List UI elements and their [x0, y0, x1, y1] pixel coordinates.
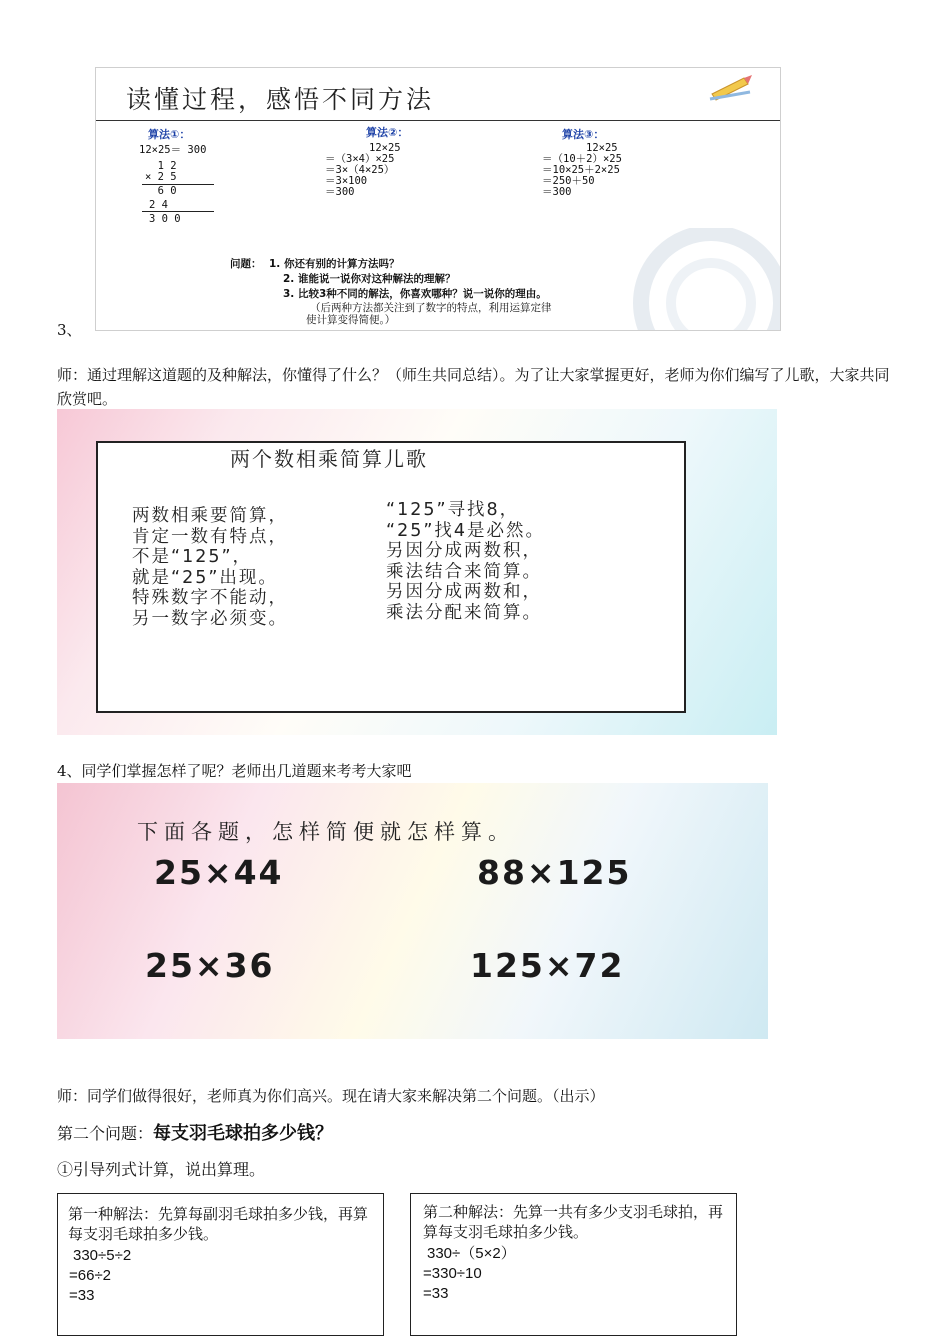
solution-2-step: =330÷10	[423, 1265, 482, 1282]
method-1-heading: 算法①：	[148, 128, 191, 141]
slide-song	[57, 409, 777, 735]
method-2-line: ＝3×（4×25）	[325, 164, 395, 176]
second-problem-label: 第二个问题：	[57, 1124, 154, 1143]
solution-2-step: =33	[423, 1285, 449, 1302]
question-3: 3. 比较3种不同的解法，你喜欢哪种？说一说你的理由。	[283, 288, 547, 300]
song-line: 另一数字必须变。	[132, 608, 288, 629]
exercise-title: 下面各题，怎样简便就怎样算。	[137, 820, 515, 844]
item-3-label: 3、	[57, 321, 82, 339]
song-line: 就是“25”出现。	[132, 567, 278, 588]
solution-2-description: 第二种解法：先算一共有多少支羽毛球拍，再算每支羽毛球拍多少钱。	[423, 1203, 724, 1241]
exercise-problem: 88×125	[477, 853, 632, 892]
song-line: 肯定一数有特点，	[132, 526, 288, 547]
song-line: 另因分成两数积，	[386, 541, 542, 561]
song-right-column	[386, 500, 545, 623]
slide-exercises	[57, 783, 768, 1039]
question-1: 1. 你还有别的计算方法吗？	[269, 258, 400, 270]
teacher-paragraph-2: 师：同学们做得很好，老师真为你们高兴。现在请大家来解决第二个问题。（出示）	[57, 1087, 605, 1105]
method-1-row: 6 0	[145, 185, 177, 197]
solution-2-step: 330÷（5×2）	[427, 1245, 516, 1262]
slide-title: 读懂过程，感悟不同方法	[126, 85, 435, 114]
song-line: 另因分成两数和，	[386, 582, 542, 602]
method-3-line: ＝10×25＋2×25	[542, 164, 620, 176]
method-2-line: ＝300	[325, 186, 355, 198]
pencil-decoration-icon	[704, 72, 754, 102]
second-problem	[57, 1121, 333, 1147]
method-2-line: ＝3×100	[325, 175, 368, 187]
method-3-heading: 算法③：	[562, 128, 605, 141]
song-line: “125”寻找8，	[386, 500, 520, 520]
solution-1-step: =66÷2	[69, 1267, 112, 1284]
song-line: “25”找4是必然。	[386, 520, 546, 541]
method-1-equation: 12×25＝ 300	[139, 144, 207, 156]
method-3-line: ＝250＋50	[542, 175, 595, 187]
exercise-problem: 125×72	[470, 946, 625, 985]
method-1-row: × 2 5	[145, 171, 177, 183]
teacher-paragraph-1: 师：通过理解这道题的及种解法，你懂得了什么？（师生共同总结）。为了让大家掌握更好，老师为你们编写了儿歌，大家共同欣赏吧。	[57, 366, 890, 408]
note-line: 使计算变得简便。）	[306, 314, 396, 326]
solution-box-2	[410, 1193, 737, 1336]
song-line: 特殊数字不能动，	[132, 588, 288, 608]
song-box	[96, 441, 686, 713]
method-2-heading: 算法②：	[366, 126, 409, 139]
solution-1-description: 第一种解法：先算每副羽毛球拍多少钱，再算每支羽毛球拍多少钱。	[68, 1205, 369, 1243]
method-1-row: 1 2	[145, 160, 177, 172]
method-1-row: 3 0 0	[149, 213, 181, 225]
method-2-line: 12×25	[369, 142, 401, 154]
solution-box-1	[57, 1193, 384, 1336]
guide-text: ①引导列式计算，说出算理。	[57, 1160, 266, 1179]
solution-1-step: =33	[69, 1287, 95, 1304]
song-line: 乘法结合来简算。	[386, 561, 542, 582]
watermark-swirl-icon	[616, 228, 781, 331]
solution-1-step: 330÷5÷2	[73, 1247, 132, 1264]
question-2: 2. 谁能说一说你对这种解法的理解？	[283, 273, 456, 285]
song-title: 两个数相乘简算儿歌	[230, 447, 428, 471]
song-line: 乘法分配来简算。	[386, 602, 542, 623]
song-left-column	[132, 506, 288, 629]
method-3-line: ＝300	[542, 186, 572, 198]
exercise-problem: 25×36	[145, 946, 275, 985]
second-problem-question: 每支羽毛球拍多少钱？	[153, 1123, 334, 1144]
item-4-text: 4、同学们掌握怎样了呢？老师出几道题来考考大家吧	[57, 762, 412, 780]
vertical-line	[142, 211, 214, 212]
song-line: 两数相乘要简算，	[132, 506, 288, 526]
exercise-problem: 25×44	[154, 853, 284, 892]
song-line: 不是“125”，	[132, 547, 253, 567]
note-line: （后两种方法都关注到了数字的特点，利用运算定律	[310, 302, 552, 314]
method-1-row: 2 4	[149, 199, 168, 211]
method-2-line: ＝（3×4）×25	[325, 153, 395, 165]
method-3-line: 12×25	[586, 142, 618, 154]
slide-methods	[95, 67, 781, 331]
method-3-line: ＝（10＋2）×25	[542, 153, 622, 165]
title-rule	[95, 120, 781, 121]
question-label: 问题：	[230, 258, 262, 270]
